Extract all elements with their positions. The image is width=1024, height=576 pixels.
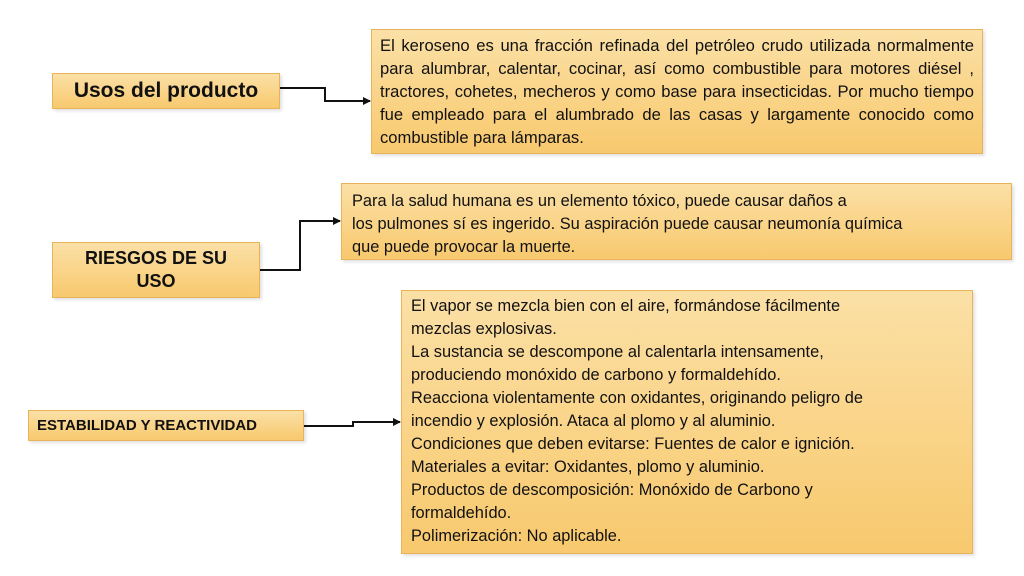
description-riesgos [341, 183, 1012, 260]
description-usos [371, 29, 983, 154]
connector-usos [280, 88, 370, 101]
label-estabilidad-y-reactividad [28, 410, 304, 441]
description-riesgos-line-2: los pulmones sí es ingerido. Su aspiración puede causar neumonía química [352, 215, 903, 233]
description-riesgos-line-3: que puede provocar la muerte. [352, 238, 576, 256]
description-estabilidad-line-9: Productos de descomposición: Monóxido de Carbono y [411, 481, 813, 499]
label-riesgos-line-1: RIESGOS DE SU [84, 248, 228, 268]
description-estabilidad-line-3: La sustancia se descompone al calentarla intensamente, [411, 343, 824, 361]
label-usos-del-producto [52, 73, 280, 109]
label-usos-text: Usos del producto [73, 79, 259, 102]
description-estabilidad-line-2: mezclas explosivas. [411, 320, 557, 338]
description-riesgos-line-1: Para la salud humana es un elemento tóxico, puede causar daños a [352, 192, 847, 210]
description-estabilidad-line-6: incendio y explosión. Ataca al plomo y al aluminio. [411, 412, 776, 430]
description-estabilidad-line-1: El vapor se mezcla bien con el aire, formándose fácilmente [411, 297, 841, 315]
description-estabilidad-line-10: formaldehído. [411, 504, 512, 522]
description-estabilidad-line-7: Condiciones que deben evitarse: Fuentes de calor e ignición. [411, 435, 855, 453]
description-estabilidad-line-11: Polimerización: No aplicable. [411, 527, 622, 545]
description-estabilidad-line-5: Reacciona violentamente con oxidantes, originando peligro de [411, 389, 863, 407]
label-estabilidad-text: ESTABILIDAD Y REACTIVIDAD [37, 417, 258, 434]
description-estabilidad [401, 290, 973, 554]
connector-riesgos [260, 221, 340, 270]
label-riesgos-line-2: USO [136, 271, 176, 291]
description-estabilidad-line-4: produciendo monóxido de carbono y formaldehído. [411, 366, 781, 384]
description-usos-text: El keroseno es una fracción refinada del petróleo crudo utilizada normalmente para alumbrar, calentar, cocinar, así como combustible para motores diésel , tractores, cohetes, mecheros y como base para insecticidas. Por mucho tiempo fue empleado para el alumbrado de las casas y largamente conocido como combustible para lámparas. [380, 36, 974, 147]
connector-estabilidad [304, 422, 400, 426]
description-estabilidad-line-8: Materiales a evitar: Oxidantes, plomo y aluminio. [411, 458, 765, 476]
label-riesgos-de-su-uso [52, 242, 260, 298]
